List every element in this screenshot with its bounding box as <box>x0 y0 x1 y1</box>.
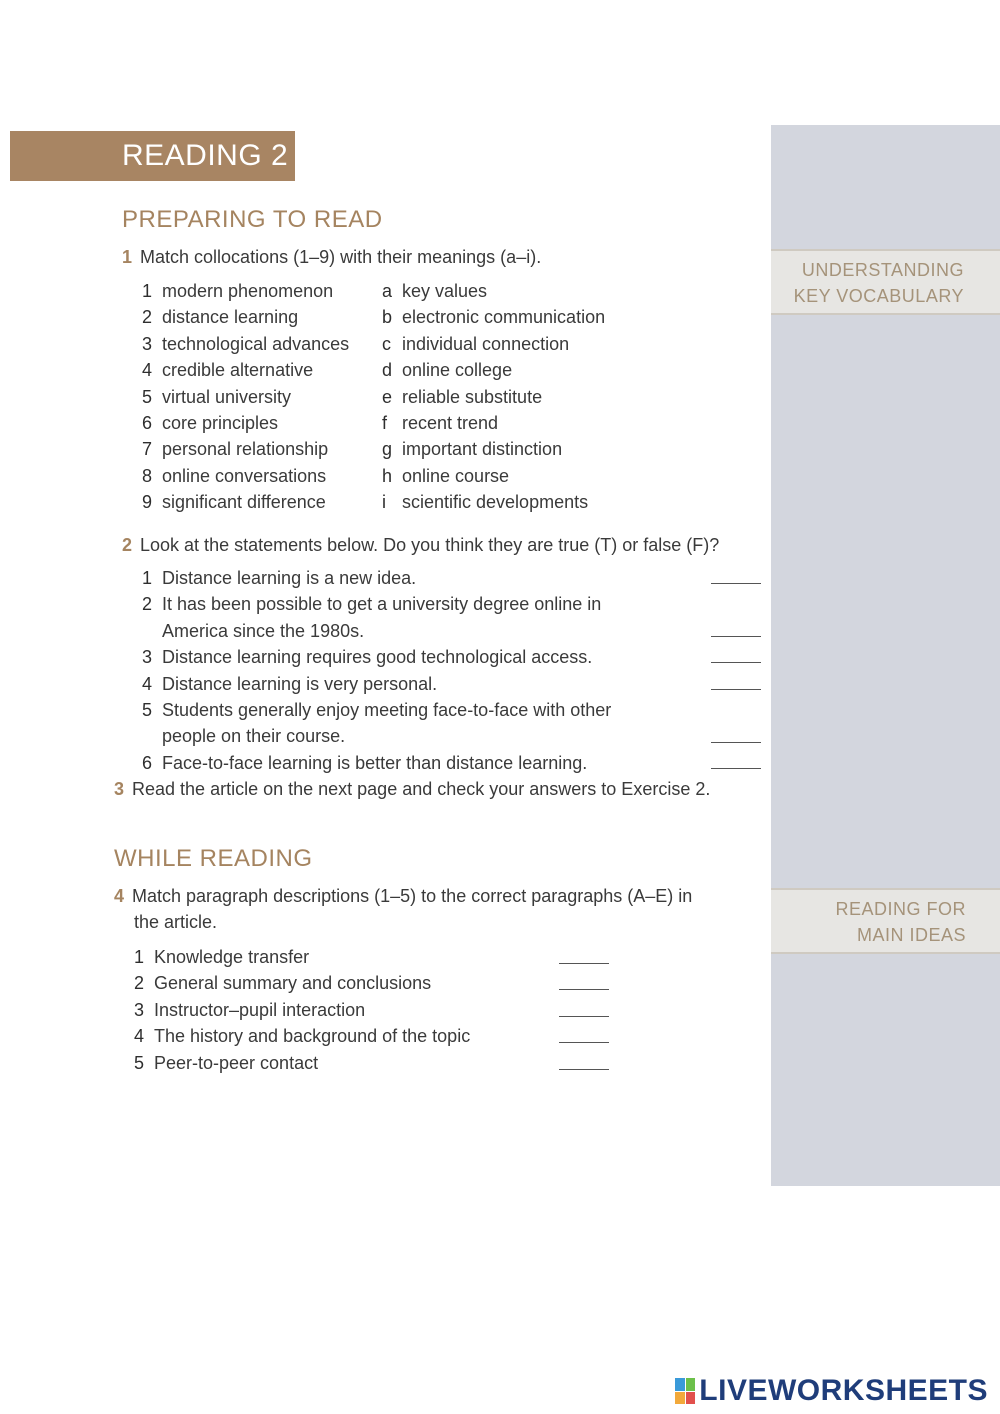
sidebar-label-line: UNDERSTANDING <box>801 260 964 280</box>
collocation-text: significant difference <box>162 492 326 513</box>
statement-item <box>142 644 662 670</box>
description-item <box>134 1023 534 1049</box>
exercise-number: 3 <box>114 779 125 799</box>
meaning-letter: e <box>382 386 393 407</box>
statement-number: 3 <box>142 647 153 668</box>
collocation-number: 1 <box>142 281 153 301</box>
collocation-row <box>142 384 605 410</box>
statement-item <box>142 565 662 591</box>
answer-blank-description-4[interactable] <box>559 1042 609 1043</box>
answer-blank-description-1[interactable] <box>559 963 609 964</box>
statement-text: Students generally enjoy meeting face-to-face with other people on their course. <box>162 700 612 747</box>
meaning-letter: b <box>382 307 393 328</box>
statement-item <box>142 671 662 697</box>
collocation-text: distance learning <box>162 307 299 328</box>
liveworksheets-logo <box>675 1374 988 1408</box>
description-number: 2 <box>134 973 145 994</box>
meaning-text: individual connection <box>402 333 570 354</box>
collocation-row <box>142 331 605 357</box>
exercise-4-instruction <box>114 883 714 935</box>
meaning-letter: d <box>382 360 393 381</box>
statement-item <box>142 697 662 750</box>
collocation-row <box>142 489 605 515</box>
sidebar-label-line: MAIN IDEAS <box>856 925 966 945</box>
answer-blank-statement-3[interactable] <box>711 662 761 663</box>
meaning-letter: i <box>382 492 386 513</box>
statement-text: Distance learning is very personal. <box>162 673 438 694</box>
statement-text: Face-to-face learning is better than distance learning. <box>162 752 588 773</box>
description-item <box>134 944 534 970</box>
statement-text: Distance learning requires good technological access. <box>162 647 593 668</box>
paragraph-description-list <box>134 944 534 1076</box>
statement-item <box>142 750 662 776</box>
answer-blank-description-2[interactable] <box>559 989 609 990</box>
description-text: Instructor–pupil interaction <box>154 999 366 1020</box>
answer-blank-statement-1[interactable] <box>711 583 761 584</box>
collocation-text: core principles <box>162 412 279 433</box>
exercise-number: 2 <box>122 535 133 555</box>
collocation-list <box>142 278 605 516</box>
description-item <box>134 970 534 996</box>
statement-number: 2 <box>142 594 153 615</box>
logo-text: LIVEWORKSHEETS <box>699 1374 988 1407</box>
liveworksheets-logo-icon <box>675 1378 695 1404</box>
meaning-letter: c <box>382 333 391 354</box>
collocation-number: 4 <box>142 360 153 381</box>
section-heading-preparing: PREPARING TO READ <box>122 206 383 233</box>
description-text: General summary and conclusions <box>154 973 432 994</box>
description-number: 3 <box>134 999 145 1020</box>
answer-blank-statement-5[interactable] <box>711 742 761 743</box>
collocation-number: 8 <box>142 465 153 486</box>
sidebar-label-line: KEY VOCABULARY <box>793 286 964 306</box>
answer-blank-statement-6[interactable] <box>711 768 761 769</box>
exercise-number: 1 <box>122 247 133 267</box>
meaning-text: key values <box>402 281 488 301</box>
exercise-1-instruction <box>122 244 541 270</box>
collocation-number: 2 <box>142 307 153 328</box>
meaning-letter: h <box>382 465 393 486</box>
exercise-3-instruction <box>114 776 710 802</box>
answer-blank-statement-4[interactable] <box>711 689 761 690</box>
description-item <box>134 1050 534 1076</box>
answer-blank-description-5[interactable] <box>559 1069 609 1070</box>
answer-blank-description-3[interactable] <box>559 1016 609 1017</box>
exercise-2-instruction <box>122 532 719 558</box>
collocation-number: 7 <box>142 439 153 460</box>
instruction-text: Read the article on the next page and check your answers to Exercise 2. <box>132 779 711 799</box>
collocation-row <box>142 304 605 330</box>
meaning-text: online college <box>402 360 513 381</box>
collocation-row <box>142 410 605 436</box>
exercise-number: 4 <box>114 886 125 906</box>
meaning-text: reliable substitute <box>402 386 543 407</box>
collocation-number: 9 <box>142 492 153 513</box>
sidebar-label-main-ideas <box>771 888 1000 954</box>
collocation-text: virtual university <box>162 386 292 407</box>
collocation-text: technological advances <box>162 333 350 354</box>
meaning-text: online course <box>402 465 510 486</box>
collocation-number: 3 <box>142 333 153 354</box>
section-heading-while: WHILE READING <box>114 845 313 872</box>
collocation-text: online conversations <box>162 465 327 486</box>
collocation-number: 5 <box>142 386 153 407</box>
meaning-text: electronic communication <box>402 307 606 328</box>
sidebar-label-vocabulary <box>771 249 1000 315</box>
reading-banner: READING 2 <box>10 131 295 181</box>
collocation-row <box>142 278 605 304</box>
description-item <box>134 997 534 1023</box>
collocation-row <box>142 463 605 489</box>
description-text: Knowledge transfer <box>154 947 310 967</box>
meaning-text: important distinction <box>402 439 563 460</box>
description-number: 1 <box>134 947 145 967</box>
description-text: The history and background of the topic <box>154 1026 471 1047</box>
collocation-text: credible alternative <box>162 360 314 381</box>
statement-text: It has been possible to get a university degree online in America since the 1980s. <box>162 594 602 641</box>
meaning-letter: g <box>382 439 393 460</box>
instruction-text: Match paragraph descriptions (1–5) to the correct paragraphs (A–E) in the article. <box>132 886 693 932</box>
meaning-letter: f <box>382 412 388 433</box>
collocation-text: modern phenomenon <box>162 281 334 301</box>
meaning-text: recent trend <box>402 412 499 433</box>
collocation-text: personal relationship <box>162 439 329 460</box>
meaning-letter: a <box>382 281 393 301</box>
instruction-text: Look at the statements below. Do you think they are true (T) or false (F)? <box>140 535 720 555</box>
answer-blank-statement-2[interactable] <box>711 636 761 637</box>
statement-number: 6 <box>142 752 153 773</box>
statement-number: 1 <box>142 568 153 588</box>
collocation-row <box>142 436 605 462</box>
meaning-text: scientific developments <box>402 492 589 513</box>
instruction-text: Match collocations (1–9) with their meanings (a–i). <box>140 247 542 267</box>
sidebar-label-line: READING FOR <box>835 899 966 919</box>
statement-item <box>142 591 662 644</box>
collocation-row <box>142 357 605 383</box>
description-number: 5 <box>134 1052 145 1073</box>
collocation-number: 6 <box>142 412 153 433</box>
statement-list <box>142 565 662 776</box>
statement-text: Distance learning is a new idea. <box>162 568 417 588</box>
description-text: Peer-to-peer contact <box>154 1052 319 1073</box>
statement-number: 4 <box>142 673 153 694</box>
statement-number: 5 <box>142 700 153 721</box>
description-number: 4 <box>134 1026 145 1047</box>
